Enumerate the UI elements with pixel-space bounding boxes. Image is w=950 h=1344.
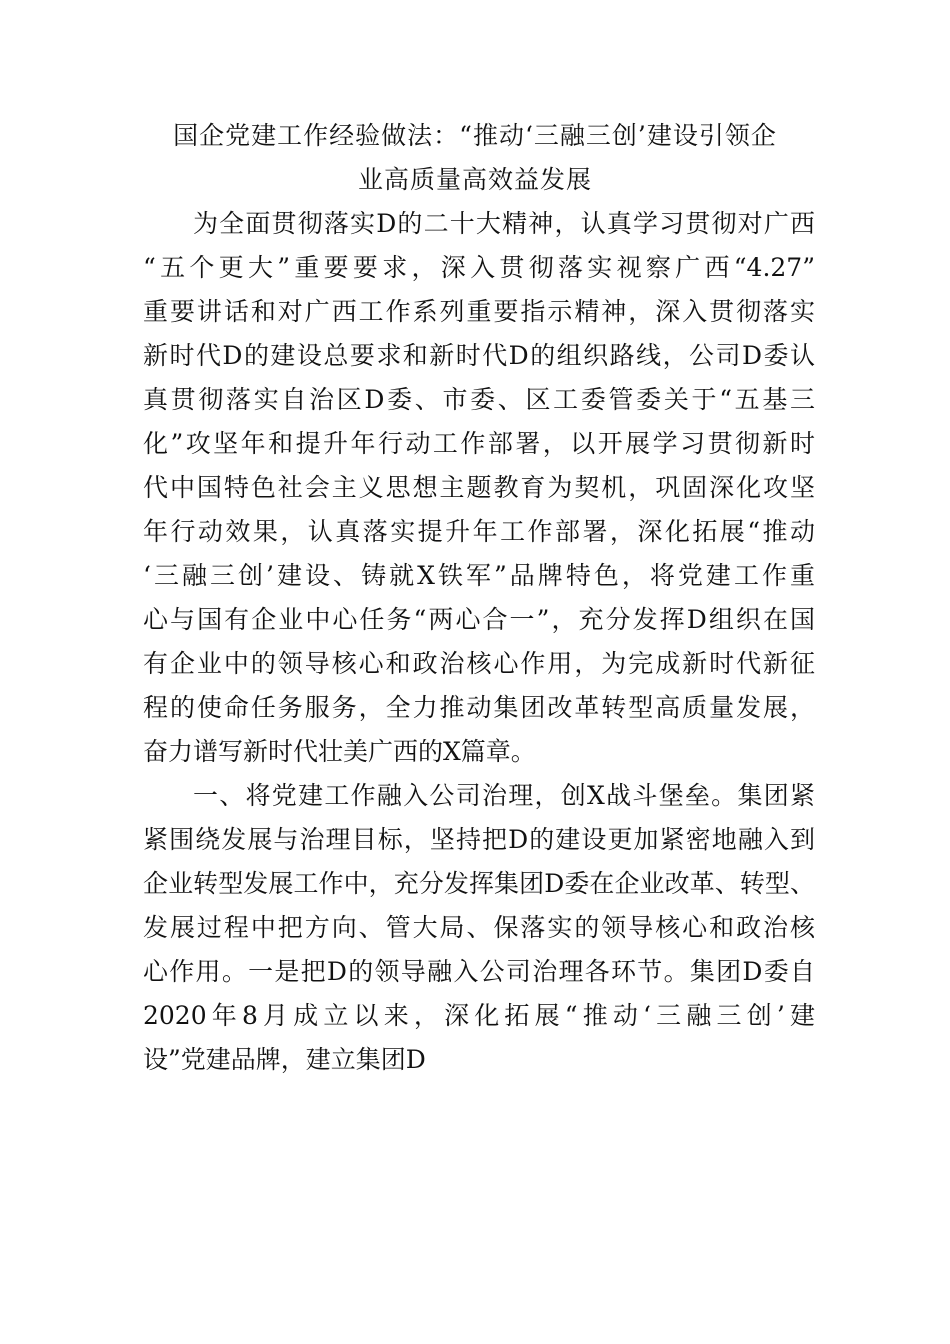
- paragraph-2-line-4: 发展过程中把方向、管大局、保落实的领导核心和政治核: [143, 913, 815, 942]
- paragraph-1-line-10: 心与国有企业中心任务“两心合一”，充分发挥D组织在国: [143, 605, 815, 634]
- document-title-line-1: 国企党建工作经验做法：“推动‘三融三创’建设引领企: [173, 121, 777, 150]
- paragraph-1-line-9: ‘三融三创’建设、铸就X铁军”品牌特色，将党建工作重: [143, 561, 815, 590]
- paragraph-1-line-7: 代中国特色社会主义思想主题教育为契机，巩固深化攻坚: [143, 473, 815, 502]
- paragraph-1-line-3: 重要讲话和对广西工作系列重要指示精神，深入贯彻落实: [143, 297, 815, 326]
- paragraph-1-line-12: 程的使命任务服务，全力推动集团改革转型高质量发展，: [143, 693, 815, 722]
- paragraph-2-line-6: 2020年8月成立以来，深化拓展“推动‘三融三创’建: [143, 1001, 815, 1030]
- paragraph-1-line-2: “五个更大”重要要求，深入贯彻落实视察广西“4.27”: [143, 253, 815, 282]
- paragraph-2-line-3: 企业转型发展工作中，充分发挥集团D委在企业改革、转型、: [143, 869, 815, 898]
- paragraph-1-line-6: 化”攻坚年和提升年行动工作部署，以开展学习贯彻新时: [143, 429, 815, 458]
- paragraph-1-line-8: 年行动效果，认真落实提升年工作部署，深化拓展“推动: [143, 517, 815, 546]
- paragraph-1-line-4: 新时代D的建设总要求和新时代D的组织路线，公司D委认: [143, 341, 815, 370]
- paragraph-1-line-5: 真贯彻落实自治区D委、市委、区工委管委关于“五基三: [143, 385, 815, 414]
- paragraph-1-line-11: 有企业中的领导核心和政治核心作用，为完成新时代新征: [143, 649, 815, 678]
- document-title-line-2: 业高质量高效益发展: [357, 165, 592, 194]
- paragraph-2-line-2: 紧围绕发展与治理目标，坚持把D的建设更加紧密地融入到: [143, 825, 815, 854]
- paragraph-1-line-13: 奋力谱写新时代壮美广西的X篇章。: [143, 737, 536, 766]
- paragraph-2-line-1: 一、将党建工作融入公司治理，创X战斗堡垒。集团紧: [193, 781, 815, 810]
- paragraph-1-line-1: 为全面贯彻落实D的二十大精神，认真学习贯彻对广西: [193, 209, 815, 238]
- paragraph-2-line-5: 心作用。一是把D的领导融入公司治理各环节。集团D委自: [143, 957, 815, 986]
- paragraph-2-line-7: 设”党建品牌，建立集团D: [143, 1045, 426, 1074]
